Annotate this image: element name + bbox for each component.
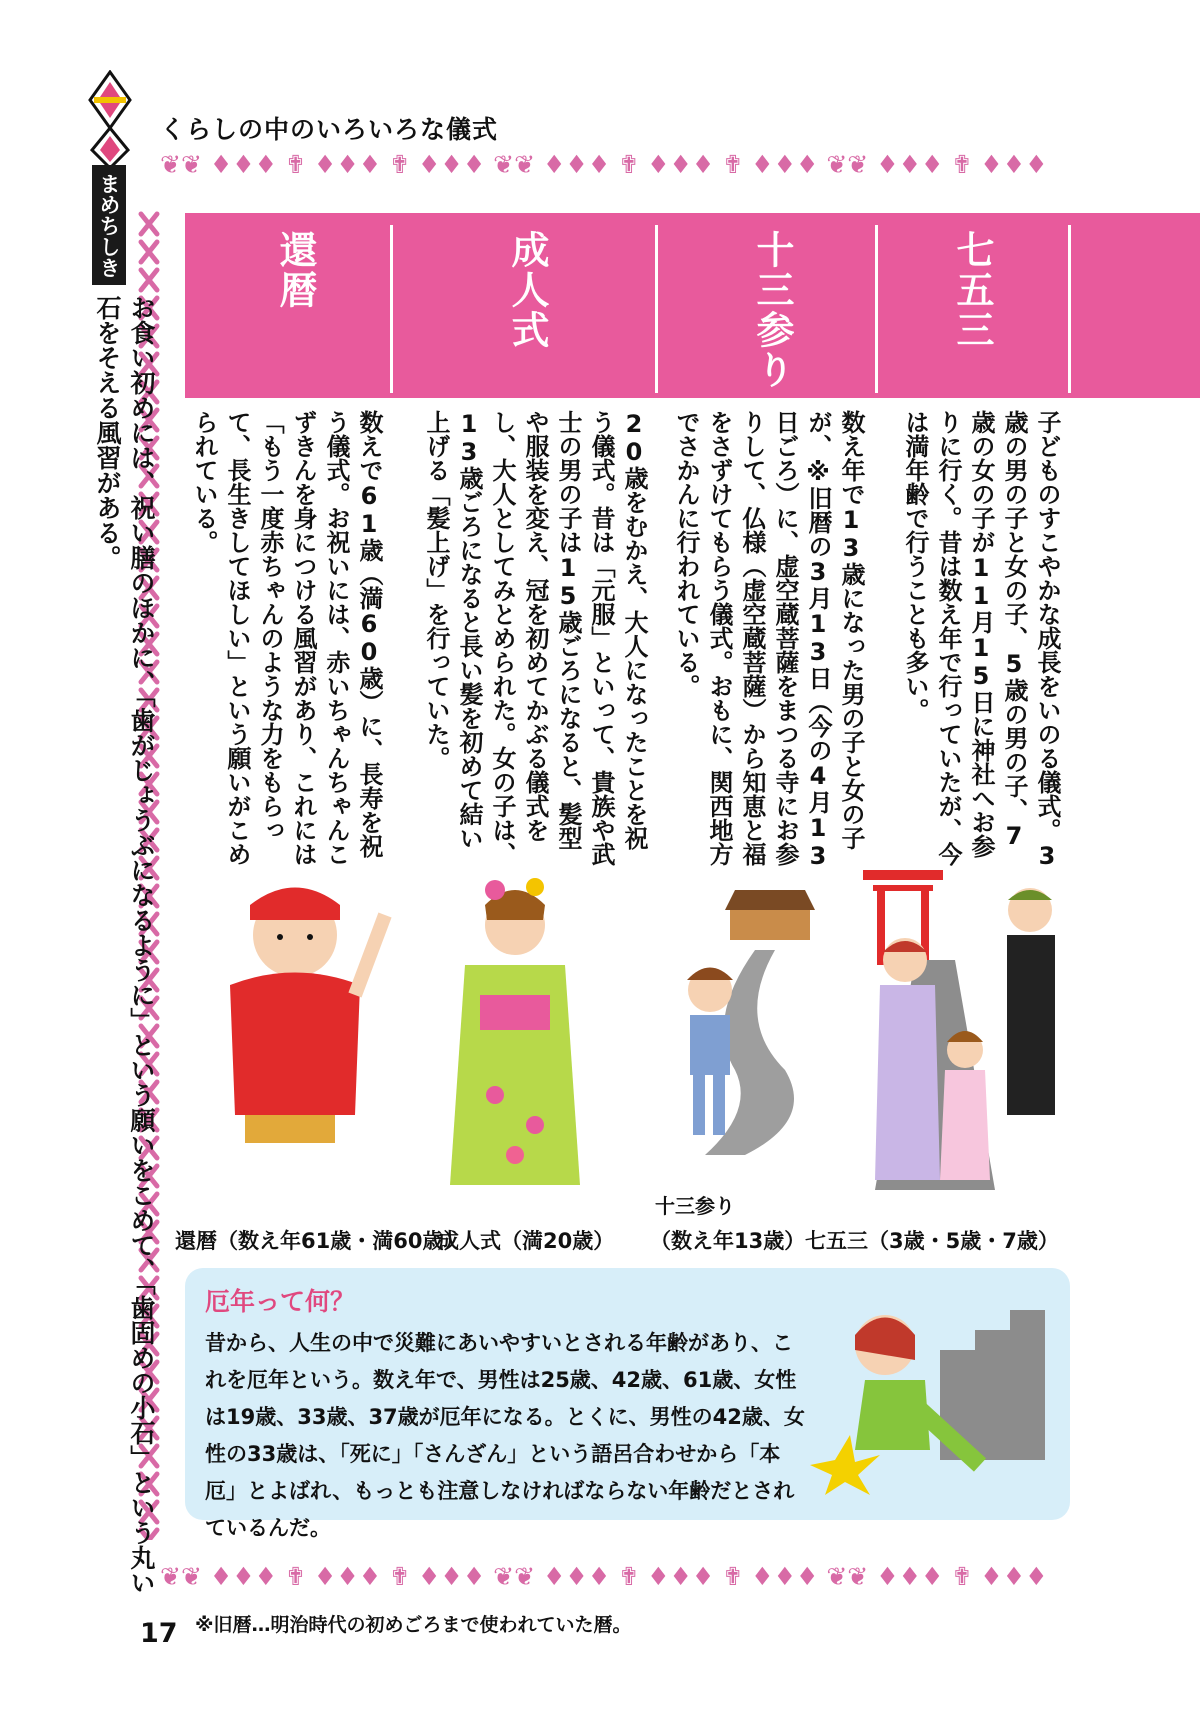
article-shichigosan: 子どものすこやかな成長をいのる儀式。3歳の男の子と女の子、5歳の男の子、7歳の女の子が11月15日に神社へお参りに行く。昔は数え年で行っていたが、今は満年齢で行うことも多い。	[901, 410, 1061, 870]
infobox-body: 昔から、人生の中で災難にあいやすいとされる年齢があり、これを厄年という。数え年で、男性は25歳、42歳、61歳、女性は19歳、33歳、37歳が厄年になる。とくに、男性の42歳、女性の33歳は、「死に」「さんざん」という語呂合わせから「本厄」とよばれ、もっとも注意しなければならない年齢だとされているんだ。	[205, 1331, 805, 1540]
mamechishiki-label: まめちしき	[92, 165, 126, 285]
shichigosan-family-illustration	[855, 860, 1065, 1200]
heading-shichigosan: 七五三	[950, 230, 994, 350]
ornament-border-top: ❦❦ ♦♦♦ ✟ ♦♦♦ ✟ ♦♦♦ ❦❦ ♦♦♦ ✟ ♦♦♦ ✟ ♦♦♦ ❦❦ ♦♦♦ ✟ ♦♦♦	[160, 150, 1048, 179]
page-title: くらしの中のいろいろな儀式	[160, 115, 499, 144]
caption-seijinshiki: 成人式（満20歳）	[438, 1229, 615, 1253]
article-kanreki: 数えで61歳（満60歳）に、長寿を祝う儀式。お祝いには、赤いちゃんちゃんこずきんを身につける風習があり、これには「もう一度赤ちゃんのような力をもらって、長生きしてほしい」という願いがこめられている。	[190, 410, 383, 866]
caption-jusanmairi-label: 十三参り	[655, 1194, 735, 1218]
heading-seijinshiki: 成人式	[505, 230, 549, 350]
band-divider	[1068, 225, 1071, 393]
heading-kanreki: 還暦	[273, 230, 317, 310]
band-divider	[390, 225, 393, 393]
caption-jusanmairi: （数え年13歳）	[650, 1229, 806, 1253]
article-seijinshiki: 20歳をむかえ、大人になったことを祝う儀式。昔は「元服」といって、貴族や武士の男の子は15歳ごろになると、髪型や服装を変え、冠を初めてかぶる儀式をし、大人としてみとめられた。女の子は、13歳ごろになると長い髪を初めて結い上げる「髪上げ」を行っていた。	[422, 410, 648, 866]
caption-shichigosan: 七五三（3歳・5歳・7歳）	[805, 1229, 1059, 1253]
kanreki-grandfather-illustration	[205, 865, 395, 1145]
yakudoshi-falling-woman-illustration	[810, 1290, 1060, 1510]
ornament-border-bottom: ❦❦ ♦♦♦ ✟ ♦♦♦ ✟ ♦♦♦ ❦❦ ♦♦♦ ✟ ♦♦♦ ✟ ♦♦♦ ❦❦ ♦♦♦ ✟ ♦♦♦	[160, 1562, 1048, 1591]
corner-emblem-icon	[88, 70, 132, 170]
heading-jusanmairi: 十三参り	[750, 230, 794, 390]
infobox-title: 厄年って何？	[205, 1287, 356, 1316]
heading-band	[185, 213, 1200, 398]
article-jusanmairi: 数え年で13歳になった男の子と女の子が、※旧暦の3月13日（今の4月13日ごろ）に、虚空蔵菩薩をまつる寺にお参りして、仏様（虚空蔵菩薩）から知恵と福をさずけてもらう儀式。おもに、関西地方でさかんに行われている。	[672, 410, 865, 870]
page-number: 17	[140, 1618, 178, 1649]
jusanmairi-girl-temple-illustration	[665, 870, 835, 1160]
band-divider	[655, 225, 658, 393]
seijinshiki-kimono-woman-illustration	[425, 875, 605, 1205]
caption-kanreki: 還暦（数え年61歳・満60歳）	[175, 1229, 465, 1253]
footnote: ※旧暦…明治時代の初めごろまで使われていた暦。	[195, 1614, 632, 1636]
band-divider	[875, 225, 878, 393]
sidebar-trivia-text: お食い初めには、祝い膳のほかに、「歯がじょうぶになるように」という願いをこめて、「歯固めの小石」という丸い石をそえる風習がある。	[93, 295, 156, 1595]
